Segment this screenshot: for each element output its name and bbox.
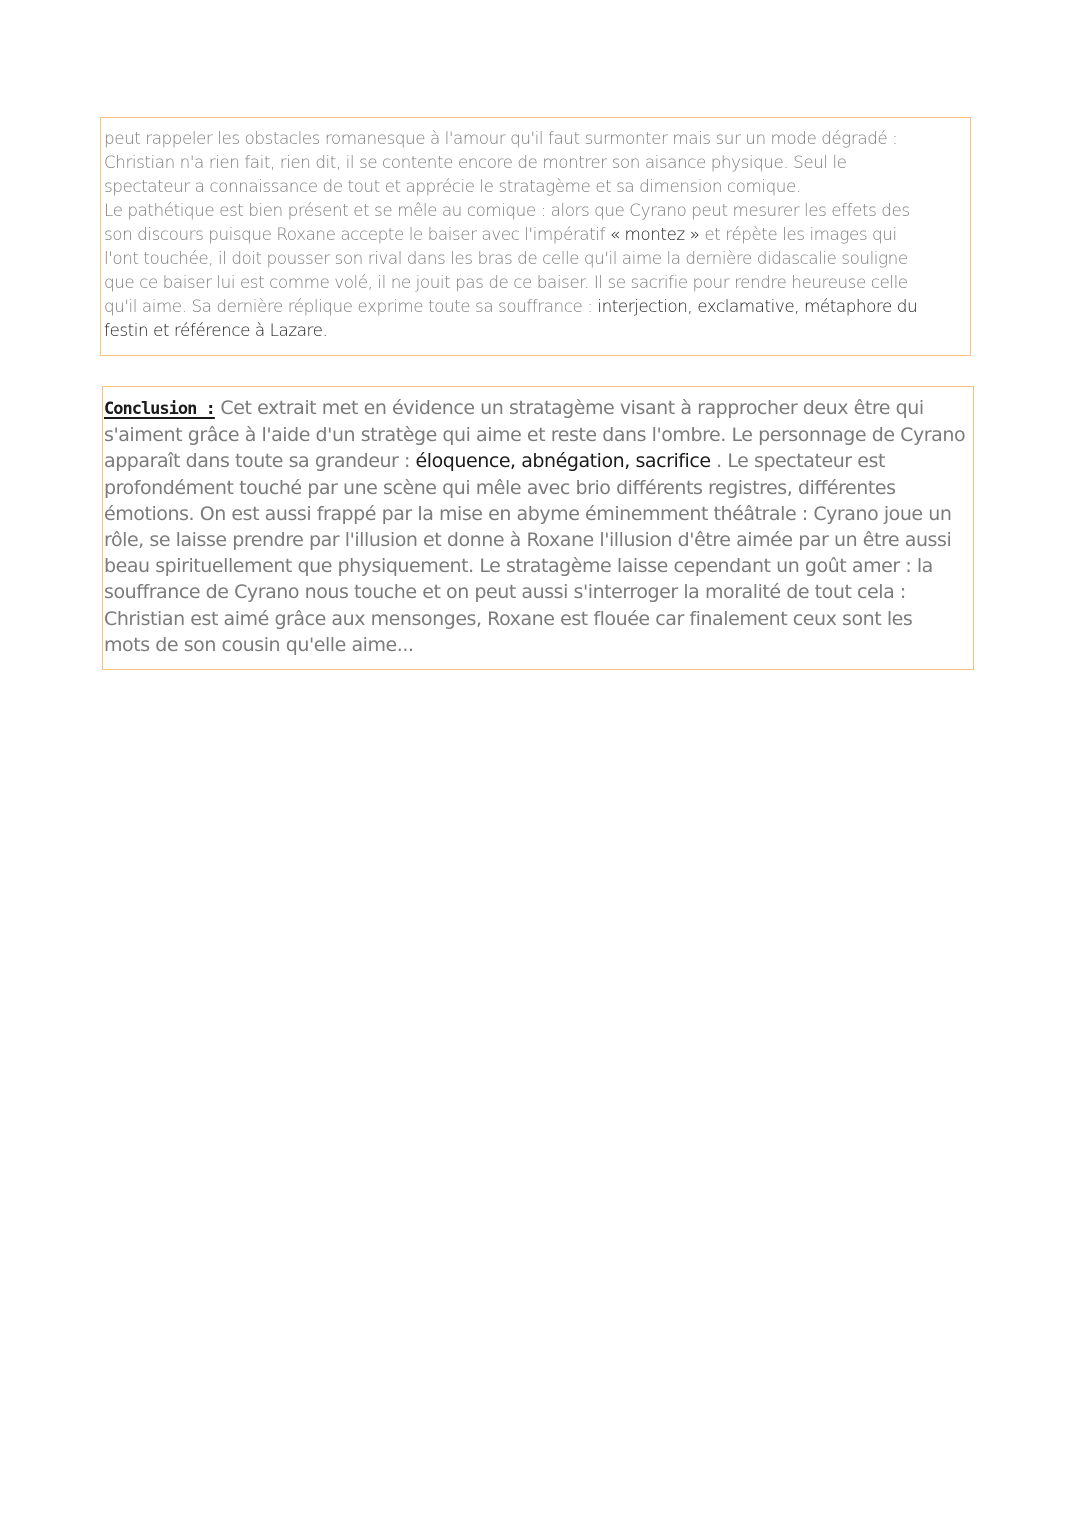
text-line: beau spirituellement que physiquement. Le stratagème laisse cependant un goût amer : la — [104, 555, 933, 578]
text-line: s'aiment grâce à l'aide d'un stratège qui aime et reste dans l'ombre. Le personnage de Cyrano — [104, 424, 966, 447]
text-line: souffrance de Cyrano nous touche et on peut aussi s'interroger la moralité de tout cela : — [104, 581, 906, 604]
text-line: que ce baiser lui est comme volé, il ne jouit pas de ce baiser. Il se sacrifie pour rendre heureuse celle — [104, 272, 908, 292]
text-segment: qu'il aime. Sa dernière réplique exprime toute sa souffrance : — [104, 296, 598, 316]
analysis-paragraph — [104, 126, 960, 342]
text-line: l'ont touchée, il doit pousser son rival dans les bras de celle qu'il aime la dernière didascalie souligne — [104, 248, 908, 268]
conclusion-text-box — [102, 386, 974, 670]
text-segment: son discours puisque Roxane accepte le baiser avec l'impératif — [104, 224, 610, 244]
text-line: Le pathétique est bien présent et se mêle au comique : alors que Cyrano peut mesurer les effets des — [104, 200, 910, 220]
highlighted-text: éloquence, abnégation, sacrifice — [415, 450, 711, 473]
text-line: rôle, se laisse prendre par l'illusion et donne à Roxane l'illusion d'être aimée par un être aussi — [104, 529, 952, 552]
text-line: peut rappeler les obstacles romanesque à l'amour qu'il faut surmonter mais sur un mode dégradé : — [104, 128, 898, 148]
text-line — [104, 222, 960, 246]
highlighted-text: festin et référence à Lazare. — [104, 320, 328, 340]
text-segment: . Le spectateur est — [710, 450, 885, 473]
conclusion-paragraph — [104, 395, 973, 658]
text-line: Christian est aimé grâce aux mensonges, Roxane est flouée car finalement ceux sont les — [104, 607, 913, 630]
conclusion-heading: Conclusion : — [104, 399, 215, 419]
text-line — [104, 448, 973, 474]
text-segment: et répète les images qui — [699, 224, 897, 244]
text-line — [104, 294, 960, 318]
text-segment: apparaît dans toute sa grandeur : — [104, 450, 416, 473]
text-segment: Cet extrait met en évidence un stratagème visant à rapprocher deux être qui — [214, 397, 924, 419]
text-line: profondément touché par une scène qui mêle avec brio différents registres, différentes — [104, 476, 896, 499]
analysis-text-box — [100, 117, 971, 356]
text-line: émotions. On est aussi frappé par la mise en abyme éminemment théâtrale : Cyrano joue un — [104, 502, 952, 525]
text-line: spectateur a connaissance de tout et apprécie le stratagème et sa dimension comique. — [104, 176, 801, 196]
text-line — [104, 395, 973, 422]
highlighted-text: interjection, exclamative, métaphore du — [597, 296, 918, 316]
highlighted-text: « montez » — [609, 224, 700, 244]
text-line: mots de son cousin qu'elle aime... — [104, 633, 414, 656]
text-line — [104, 318, 960, 342]
text-line: Christian n'a rien fait, rien dit, il se contente encore de montrer son aisance physique. Seul le — [104, 152, 847, 172]
